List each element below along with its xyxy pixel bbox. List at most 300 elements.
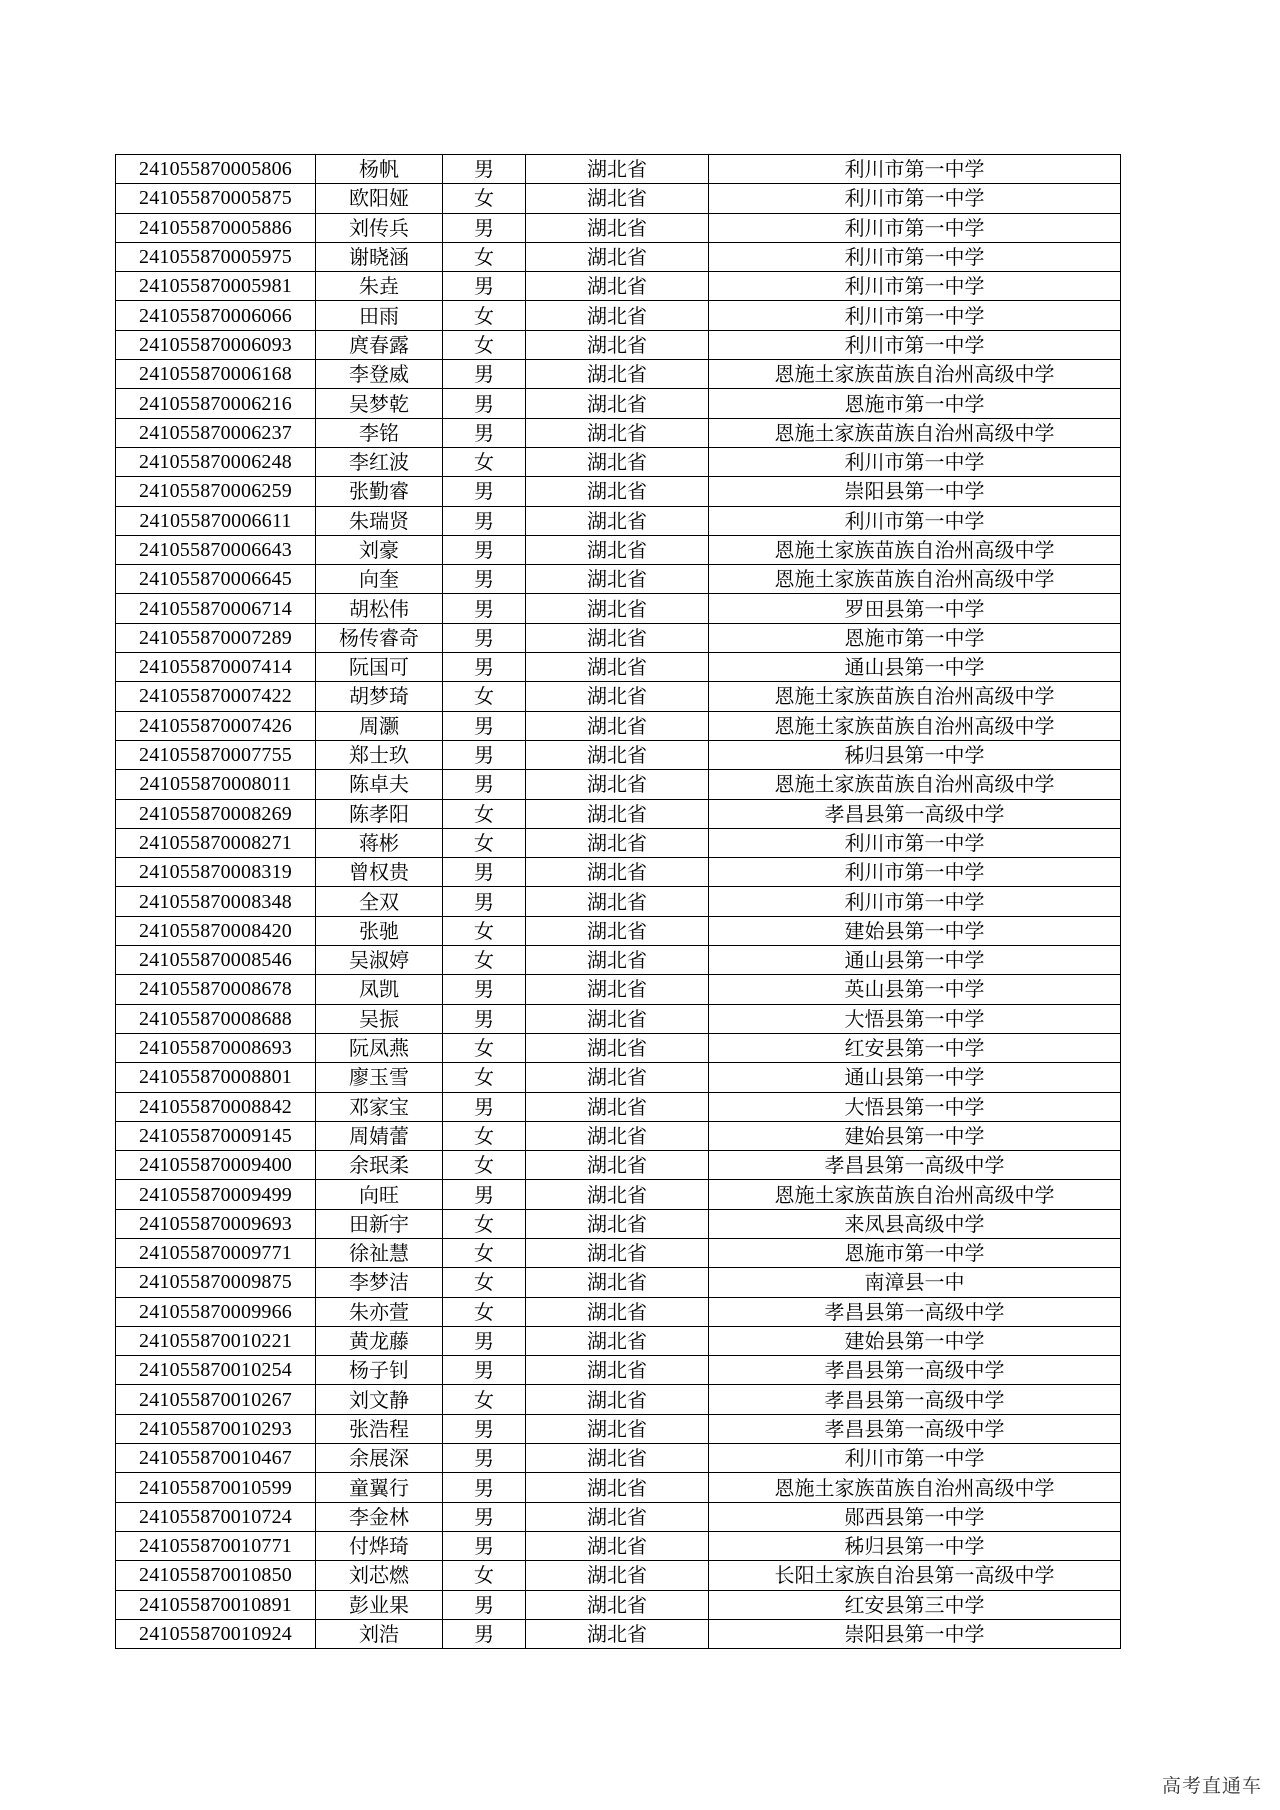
table-row: [116, 1385, 1121, 1414]
province-cell: 湖北省: [526, 623, 709, 652]
candidate-id-cell: 241055870006237: [116, 418, 316, 447]
school-cell: 恩施土家族苗族自治州高级中学: [709, 682, 1121, 711]
school-cell: 利川市第一中学: [709, 213, 1121, 242]
name-cell: 杨传睿奇: [316, 623, 443, 652]
candidate-id-cell: 241055870008011: [116, 770, 316, 799]
school-cell: 大悟县第一中学: [709, 1092, 1121, 1121]
gender-cell: 男: [443, 1473, 526, 1502]
name-cell: 余珉柔: [316, 1151, 443, 1180]
candidate-id-cell: 241055870008319: [116, 858, 316, 887]
watermark-text: 高考直通车: [1161, 1775, 1262, 1797]
gender-cell: 男: [443, 360, 526, 389]
gender-cell: 女: [443, 946, 526, 975]
province-cell: 湖北省: [526, 477, 709, 506]
province-cell: 湖北省: [526, 1151, 709, 1180]
gender-cell: 男: [443, 155, 526, 184]
name-cell: 陈卓夫: [316, 770, 443, 799]
name-cell: 向奎: [316, 565, 443, 594]
candidate-id-cell: 241055870010771: [116, 1531, 316, 1560]
candidate-id-cell: 241055870006643: [116, 535, 316, 564]
name-cell: 郑士玖: [316, 740, 443, 769]
school-cell: 建始县第一中学: [709, 1121, 1121, 1150]
school-cell: 恩施土家族苗族自治州高级中学: [709, 565, 1121, 594]
name-cell: 阮凤燕: [316, 1033, 443, 1062]
table-row: [116, 1619, 1121, 1648]
candidate-id-cell: 241055870007414: [116, 653, 316, 682]
table-row: [116, 740, 1121, 769]
table-row: [116, 213, 1121, 242]
name-cell: 童翼行: [316, 1473, 443, 1502]
province-cell: 湖北省: [526, 1473, 709, 1502]
name-cell: 吴淑婷: [316, 946, 443, 975]
gender-cell: 男: [443, 887, 526, 916]
table-row: [116, 447, 1121, 476]
school-cell: 利川市第一中学: [709, 155, 1121, 184]
school-cell: 郧西县第一中学: [709, 1502, 1121, 1531]
table-row: [116, 1444, 1121, 1473]
table-row: [116, 330, 1121, 359]
gender-cell: 女: [443, 1385, 526, 1414]
school-cell: 英山县第一中学: [709, 975, 1121, 1004]
table-row: [116, 1151, 1121, 1180]
province-cell: 湖北省: [526, 1444, 709, 1473]
candidate-id-cell: 241055870009693: [116, 1209, 316, 1238]
candidate-id-cell: 241055870010467: [116, 1444, 316, 1473]
name-cell: 吴梦乾: [316, 389, 443, 418]
table-row: [116, 1238, 1121, 1267]
name-cell: 彭业果: [316, 1590, 443, 1619]
candidate-id-cell: 241055870009966: [116, 1297, 316, 1326]
gender-cell: 男: [443, 1414, 526, 1443]
gender-cell: 男: [443, 1444, 526, 1473]
candidate-id-cell: 241055870006645: [116, 565, 316, 594]
province-cell: 湖北省: [526, 1531, 709, 1560]
candidate-id-cell: 241055870009145: [116, 1121, 316, 1150]
candidate-id-cell: 241055870006714: [116, 594, 316, 623]
candidate-id-cell: 241055870009400: [116, 1151, 316, 1180]
name-cell: 全双: [316, 887, 443, 916]
roster-body: [116, 155, 1121, 1649]
candidate-id-cell: 241055870007289: [116, 623, 316, 652]
province-cell: 湖北省: [526, 594, 709, 623]
candidate-id-cell: 241055870008693: [116, 1033, 316, 1062]
name-cell: 黄龙藤: [316, 1326, 443, 1355]
gender-cell: 女: [443, 799, 526, 828]
school-cell: 崇阳县第一中学: [709, 1619, 1121, 1648]
table-row: [116, 565, 1121, 594]
school-cell: 孝昌县第一高级中学: [709, 1414, 1121, 1443]
gender-cell: 女: [443, 447, 526, 476]
gender-cell: 男: [443, 1502, 526, 1531]
table-row: [116, 1268, 1121, 1297]
name-cell: 向旺: [316, 1180, 443, 1209]
candidate-id-cell: 241055870006248: [116, 447, 316, 476]
school-cell: 恩施市第一中学: [709, 623, 1121, 652]
name-cell: 胡松伟: [316, 594, 443, 623]
candidate-id-cell: 241055870008678: [116, 975, 316, 1004]
name-cell: 谢晓涵: [316, 242, 443, 271]
gender-cell: 男: [443, 975, 526, 1004]
table-row: [116, 653, 1121, 682]
table-row: [116, 1590, 1121, 1619]
candidate-id-cell: 241055870006259: [116, 477, 316, 506]
gender-cell: 男: [443, 418, 526, 447]
province-cell: 湖北省: [526, 946, 709, 975]
table-row: [116, 858, 1121, 887]
province-cell: 湖北省: [526, 1092, 709, 1121]
candidate-id-cell: 241055870008420: [116, 916, 316, 945]
name-cell: 刘文静: [316, 1385, 443, 1414]
school-cell: 红安县第三中学: [709, 1590, 1121, 1619]
school-cell: 通山县第一中学: [709, 653, 1121, 682]
school-cell: 通山县第一中学: [709, 946, 1121, 975]
name-cell: 杨帆: [316, 155, 443, 184]
gender-cell: 女: [443, 828, 526, 857]
province-cell: 湖北省: [526, 1238, 709, 1267]
province-cell: 湖北省: [526, 272, 709, 301]
province-cell: 湖北省: [526, 1385, 709, 1414]
gender-cell: 女: [443, 1121, 526, 1150]
name-cell: 李铭: [316, 418, 443, 447]
province-cell: 湖北省: [526, 447, 709, 476]
school-cell: 通山县第一中学: [709, 1063, 1121, 1092]
province-cell: 湖北省: [526, 1268, 709, 1297]
province-cell: 湖北省: [526, 1004, 709, 1033]
name-cell: 李登威: [316, 360, 443, 389]
name-cell: 刘浩: [316, 1619, 443, 1648]
school-cell: 建始县第一中学: [709, 1326, 1121, 1355]
gender-cell: 男: [443, 506, 526, 535]
table-row: [116, 301, 1121, 330]
province-cell: 湖北省: [526, 1356, 709, 1385]
candidate-id-cell: 241055870010221: [116, 1326, 316, 1355]
school-cell: 利川市第一中学: [709, 272, 1121, 301]
school-cell: 南漳县一中: [709, 1268, 1121, 1297]
candidate-id-cell: 241055870010293: [116, 1414, 316, 1443]
name-cell: 刘豪: [316, 535, 443, 564]
school-cell: 孝昌县第一高级中学: [709, 1356, 1121, 1385]
name-cell: 廖玉雪: [316, 1063, 443, 1092]
province-cell: 湖北省: [526, 653, 709, 682]
table-row: [116, 1326, 1121, 1355]
province-cell: 湖北省: [526, 887, 709, 916]
province-cell: 湖北省: [526, 242, 709, 271]
candidate-id-cell: 241055870005806: [116, 155, 316, 184]
gender-cell: 男: [443, 389, 526, 418]
table-row: [116, 1004, 1121, 1033]
province-cell: 湖北省: [526, 1561, 709, 1590]
province-cell: 湖北省: [526, 682, 709, 711]
name-cell: 周灏: [316, 711, 443, 740]
school-cell: 恩施土家族苗族自治州高级中学: [709, 418, 1121, 447]
school-cell: 孝昌县第一高级中学: [709, 1297, 1121, 1326]
gender-cell: 男: [443, 858, 526, 887]
school-cell: 恩施土家族苗族自治州高级中学: [709, 770, 1121, 799]
table-row: [116, 535, 1121, 564]
gender-cell: 女: [443, 1561, 526, 1590]
name-cell: 欧阳娅: [316, 184, 443, 213]
table-row: [116, 1092, 1121, 1121]
gender-cell: 男: [443, 1619, 526, 1648]
school-cell: 利川市第一中学: [709, 506, 1121, 535]
table-row: [116, 623, 1121, 652]
school-cell: 罗田县第一中学: [709, 594, 1121, 623]
name-cell: 朱垚: [316, 272, 443, 301]
gender-cell: 男: [443, 740, 526, 769]
province-cell: 湖北省: [526, 418, 709, 447]
table-row: [116, 1063, 1121, 1092]
province-cell: 湖北省: [526, 506, 709, 535]
school-cell: 恩施土家族苗族自治州高级中学: [709, 1473, 1121, 1502]
name-cell: 胡梦琦: [316, 682, 443, 711]
table-row: [116, 389, 1121, 418]
student-roster-table: [115, 154, 1121, 1649]
school-cell: 红安县第一中学: [709, 1033, 1121, 1062]
school-cell: 恩施土家族苗族自治州高级中学: [709, 711, 1121, 740]
province-cell: 湖北省: [526, 535, 709, 564]
school-cell: 利川市第一中学: [709, 828, 1121, 857]
school-cell: 孝昌县第一高级中学: [709, 1151, 1121, 1180]
school-cell: 大悟县第一中学: [709, 1004, 1121, 1033]
school-cell: 利川市第一中学: [709, 447, 1121, 476]
school-cell: 建始县第一中学: [709, 916, 1121, 945]
school-cell: 恩施土家族苗族自治州高级中学: [709, 535, 1121, 564]
name-cell: 陈孝阳: [316, 799, 443, 828]
gender-cell: 男: [443, 272, 526, 301]
school-cell: 恩施市第一中学: [709, 1238, 1121, 1267]
candidate-id-cell: 241055870010724: [116, 1502, 316, 1531]
gender-cell: 女: [443, 1297, 526, 1326]
gender-cell: 男: [443, 1356, 526, 1385]
candidate-id-cell: 241055870008269: [116, 799, 316, 828]
gender-cell: 男: [443, 477, 526, 506]
province-cell: 湖北省: [526, 213, 709, 242]
province-cell: 湖北省: [526, 184, 709, 213]
province-cell: 湖北省: [526, 1414, 709, 1443]
province-cell: 湖北省: [526, 1297, 709, 1326]
province-cell: 湖北省: [526, 740, 709, 769]
name-cell: 田雨: [316, 301, 443, 330]
name-cell: 阮国可: [316, 653, 443, 682]
candidate-id-cell: 241055870005875: [116, 184, 316, 213]
name-cell: 周婧蕾: [316, 1121, 443, 1150]
table-row: [116, 184, 1121, 213]
name-cell: 蒋彬: [316, 828, 443, 857]
candidate-id-cell: 241055870005975: [116, 242, 316, 271]
province-cell: 湖北省: [526, 565, 709, 594]
province-cell: 湖北省: [526, 799, 709, 828]
candidate-id-cell: 241055870008801: [116, 1063, 316, 1092]
gender-cell: 男: [443, 1326, 526, 1355]
gender-cell: 男: [443, 1004, 526, 1033]
school-cell: 孝昌县第一高级中学: [709, 799, 1121, 828]
gender-cell: 女: [443, 1209, 526, 1238]
province-cell: 湖北省: [526, 1502, 709, 1531]
gender-cell: 男: [443, 623, 526, 652]
name-cell: 庹春露: [316, 330, 443, 359]
school-cell: 利川市第一中学: [709, 1444, 1121, 1473]
name-cell: 杨子钊: [316, 1356, 443, 1385]
gender-cell: 女: [443, 1238, 526, 1267]
province-cell: 湖北省: [526, 828, 709, 857]
province-cell: 湖北省: [526, 711, 709, 740]
province-cell: 湖北省: [526, 301, 709, 330]
province-cell: 湖北省: [526, 360, 709, 389]
gender-cell: 男: [443, 1180, 526, 1209]
name-cell: 李金林: [316, 1502, 443, 1531]
table-row: [116, 242, 1121, 271]
name-cell: 李梦洁: [316, 1268, 443, 1297]
school-cell: 崇阳县第一中学: [709, 477, 1121, 506]
candidate-id-cell: 241055870010924: [116, 1619, 316, 1648]
gender-cell: 女: [443, 682, 526, 711]
school-cell: 利川市第一中学: [709, 301, 1121, 330]
school-cell: 利川市第一中学: [709, 242, 1121, 271]
table-row: [116, 1561, 1121, 1590]
table-row: [116, 711, 1121, 740]
candidate-id-cell: 241055870006066: [116, 301, 316, 330]
table-row: [116, 828, 1121, 857]
name-cell: 徐祉慧: [316, 1238, 443, 1267]
name-cell: 凤凯: [316, 975, 443, 1004]
table-row: [116, 477, 1121, 506]
table-row: [116, 1531, 1121, 1560]
province-cell: 湖北省: [526, 155, 709, 184]
province-cell: 湖北省: [526, 1326, 709, 1355]
table-row: [116, 1033, 1121, 1062]
candidate-id-cell: 241055870008688: [116, 1004, 316, 1033]
gender-cell: 男: [443, 1590, 526, 1619]
candidate-id-cell: 241055870009875: [116, 1268, 316, 1297]
table-row: [116, 1180, 1121, 1209]
school-cell: 长阳土家族自治县第一高级中学: [709, 1561, 1121, 1590]
table-row: [116, 887, 1121, 916]
school-cell: 恩施市第一中学: [709, 389, 1121, 418]
gender-cell: 男: [443, 1092, 526, 1121]
table-row: [116, 594, 1121, 623]
school-cell: 秭归县第一中学: [709, 1531, 1121, 1560]
table-row: [116, 1473, 1121, 1502]
province-cell: 湖北省: [526, 1121, 709, 1150]
candidate-id-cell: 241055870008348: [116, 887, 316, 916]
gender-cell: 女: [443, 242, 526, 271]
table-row: [116, 506, 1121, 535]
gender-cell: 女: [443, 1268, 526, 1297]
school-cell: 孝昌县第一高级中学: [709, 1385, 1121, 1414]
table-row: [116, 1356, 1121, 1385]
school-cell: 利川市第一中学: [709, 887, 1121, 916]
name-cell: 刘芯燃: [316, 1561, 443, 1590]
school-cell: 来凤县高级中学: [709, 1209, 1121, 1238]
candidate-id-cell: 241055870009499: [116, 1180, 316, 1209]
table-row: [116, 1414, 1121, 1443]
table-row: [116, 155, 1121, 184]
candidate-id-cell: 241055870005981: [116, 272, 316, 301]
gender-cell: 男: [443, 770, 526, 799]
province-cell: 湖北省: [526, 1619, 709, 1648]
province-cell: 湖北省: [526, 975, 709, 1004]
gender-cell: 男: [443, 565, 526, 594]
table-row: [116, 272, 1121, 301]
candidate-id-cell: 241055870006216: [116, 389, 316, 418]
gender-cell: 女: [443, 184, 526, 213]
candidate-id-cell: 241055870005886: [116, 213, 316, 242]
gender-cell: 女: [443, 916, 526, 945]
table-row: [116, 1297, 1121, 1326]
name-cell: 朱亦萱: [316, 1297, 443, 1326]
candidate-id-cell: 241055870010599: [116, 1473, 316, 1502]
candidate-id-cell: 241055870009771: [116, 1238, 316, 1267]
candidate-id-cell: 241055870010850: [116, 1561, 316, 1590]
gender-cell: 男: [443, 213, 526, 242]
name-cell: 曾权贵: [316, 858, 443, 887]
candidate-id-cell: 241055870010254: [116, 1356, 316, 1385]
table-row: [116, 946, 1121, 975]
table-row: [116, 916, 1121, 945]
gender-cell: 男: [443, 711, 526, 740]
name-cell: 付烨琦: [316, 1531, 443, 1560]
candidate-id-cell: 241055870007422: [116, 682, 316, 711]
candidate-id-cell: 241055870006611: [116, 506, 316, 535]
province-cell: 湖北省: [526, 858, 709, 887]
school-cell: 恩施土家族苗族自治州高级中学: [709, 1180, 1121, 1209]
table-row: [116, 360, 1121, 389]
province-cell: 湖北省: [526, 916, 709, 945]
table-row: [116, 1502, 1121, 1531]
candidate-id-cell: 241055870008271: [116, 828, 316, 857]
school-cell: 利川市第一中学: [709, 330, 1121, 359]
province-cell: 湖北省: [526, 770, 709, 799]
province-cell: 湖北省: [526, 330, 709, 359]
gender-cell: 女: [443, 1151, 526, 1180]
gender-cell: 男: [443, 535, 526, 564]
province-cell: 湖北省: [526, 389, 709, 418]
table-row: [116, 799, 1121, 828]
table-row: [116, 1121, 1121, 1150]
gender-cell: 男: [443, 653, 526, 682]
candidate-id-cell: 241055870008546: [116, 946, 316, 975]
table-row: [116, 682, 1121, 711]
table-row: [116, 770, 1121, 799]
province-cell: 湖北省: [526, 1033, 709, 1062]
candidate-id-cell: 241055870007755: [116, 740, 316, 769]
table-row: [116, 418, 1121, 447]
name-cell: 张驰: [316, 916, 443, 945]
name-cell: 吴振: [316, 1004, 443, 1033]
name-cell: 张勤睿: [316, 477, 443, 506]
province-cell: 湖北省: [526, 1590, 709, 1619]
school-cell: 秭归县第一中学: [709, 740, 1121, 769]
province-cell: 湖北省: [526, 1209, 709, 1238]
name-cell: 邓家宝: [316, 1092, 443, 1121]
school-cell: 利川市第一中学: [709, 184, 1121, 213]
gender-cell: 女: [443, 1033, 526, 1062]
gender-cell: 女: [443, 330, 526, 359]
name-cell: 李红波: [316, 447, 443, 476]
gender-cell: 女: [443, 301, 526, 330]
gender-cell: 男: [443, 1531, 526, 1560]
candidate-id-cell: 241055870006168: [116, 360, 316, 389]
gender-cell: 女: [443, 1063, 526, 1092]
candidate-id-cell: 241055870010267: [116, 1385, 316, 1414]
candidate-id-cell: 241055870010891: [116, 1590, 316, 1619]
name-cell: 张浩程: [316, 1414, 443, 1443]
province-cell: 湖北省: [526, 1180, 709, 1209]
school-cell: 利川市第一中学: [709, 858, 1121, 887]
candidate-id-cell: 241055870007426: [116, 711, 316, 740]
name-cell: 刘传兵: [316, 213, 443, 242]
table-row: [116, 1209, 1121, 1238]
